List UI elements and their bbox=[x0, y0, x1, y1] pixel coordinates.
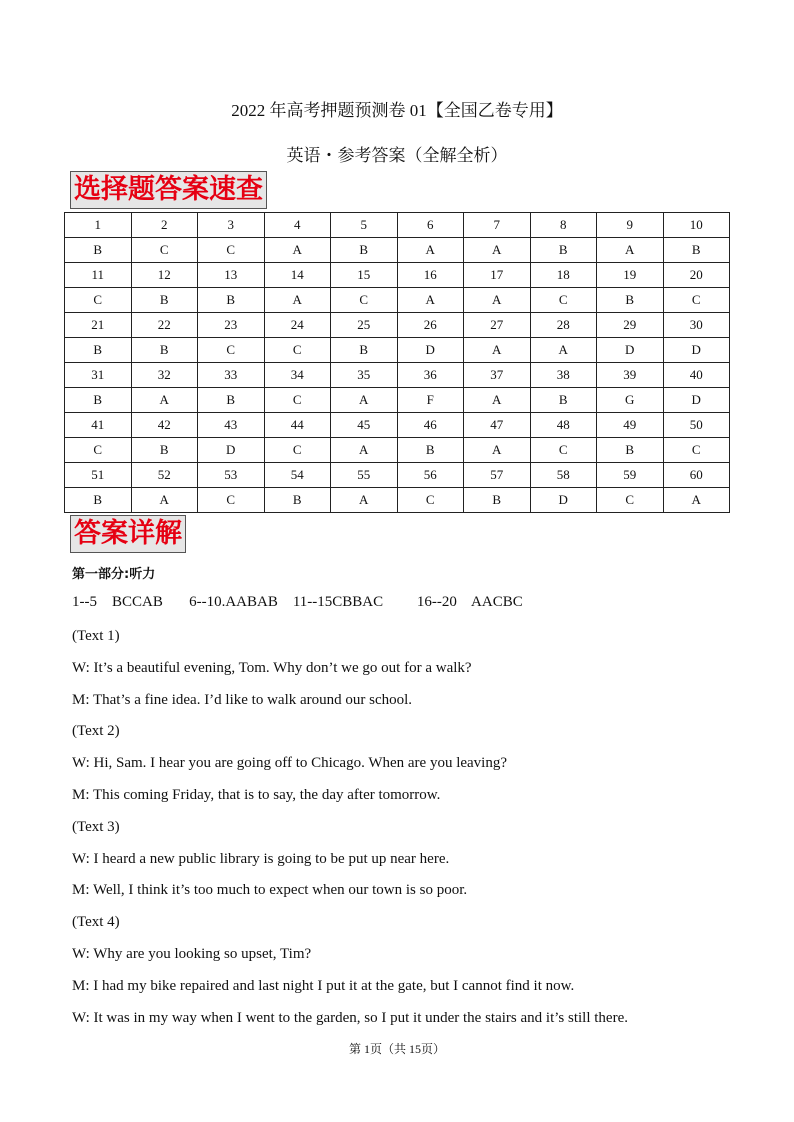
transcript-line: (Text 2) bbox=[72, 723, 120, 740]
answer-row bbox=[65, 388, 730, 413]
answer-cell: B bbox=[198, 288, 265, 313]
question-number-cell: 55 bbox=[331, 463, 398, 488]
answer-cell: B bbox=[198, 388, 265, 413]
answer-cell: C bbox=[264, 338, 331, 363]
answer-cell: A bbox=[464, 288, 531, 313]
question-number-cell: 56 bbox=[397, 463, 464, 488]
answer-cell: B bbox=[264, 488, 331, 513]
question-number-cell: 57 bbox=[464, 463, 531, 488]
answer-cell: B bbox=[331, 238, 398, 263]
transcript-line: (Text 4) bbox=[72, 914, 120, 931]
question-number-cell: 43 bbox=[198, 413, 265, 438]
answer-cell: G bbox=[597, 388, 664, 413]
question-number-cell: 37 bbox=[464, 363, 531, 388]
question-number-cell: 50 bbox=[663, 413, 730, 438]
question-number-cell: 4 bbox=[264, 213, 331, 238]
answer-cell: A bbox=[331, 438, 398, 463]
question-number-cell: 25 bbox=[331, 313, 398, 338]
question-number-cell: 42 bbox=[131, 413, 198, 438]
question-number-cell: 45 bbox=[331, 413, 398, 438]
question-number-cell: 36 bbox=[397, 363, 464, 388]
question-number-cell: 22 bbox=[131, 313, 198, 338]
question-number-cell: 26 bbox=[397, 313, 464, 338]
answer-cell: A bbox=[264, 288, 331, 313]
answer-cell: D bbox=[397, 338, 464, 363]
answer-cell: F bbox=[397, 388, 464, 413]
question-number-cell: 40 bbox=[663, 363, 730, 388]
question-number-row bbox=[65, 463, 730, 488]
question-number-cell: 29 bbox=[597, 313, 664, 338]
answer-cell: B bbox=[597, 438, 664, 463]
answer-cell: B bbox=[65, 488, 132, 513]
transcript-line: (Text 3) bbox=[72, 818, 120, 835]
answer-cell: A bbox=[397, 238, 464, 263]
question-number-cell: 58 bbox=[530, 463, 597, 488]
question-number-cell: 21 bbox=[65, 313, 132, 338]
answer-cell: C bbox=[65, 438, 132, 463]
question-number-cell: 18 bbox=[530, 263, 597, 288]
question-number-row bbox=[65, 413, 730, 438]
answer-cell: C bbox=[198, 238, 265, 263]
transcript-line: M: That’s a fine idea. I’d like to walk around our school. bbox=[72, 691, 413, 708]
answer-cell: B bbox=[65, 338, 132, 363]
answer-cell: B bbox=[65, 388, 132, 413]
question-number-cell: 59 bbox=[597, 463, 664, 488]
answer-cell: D bbox=[597, 338, 664, 363]
question-number-cell: 19 bbox=[597, 263, 664, 288]
answer-cell: A bbox=[264, 238, 331, 263]
transcript-line: M: Well, I think it’s too much to expect when our town is so poor. bbox=[72, 882, 468, 899]
question-number-cell: 14 bbox=[264, 263, 331, 288]
answer-row bbox=[65, 338, 730, 363]
question-number-cell: 34 bbox=[264, 363, 331, 388]
question-number-cell: 49 bbox=[597, 413, 664, 438]
answer-cell: C bbox=[663, 288, 730, 313]
answer-row bbox=[65, 438, 730, 463]
transcript-line: W: I heard a new public library is going to be put up near here. bbox=[72, 850, 450, 867]
answer-cell: C bbox=[198, 488, 265, 513]
answer-cell: A bbox=[397, 288, 464, 313]
transcript-line: W: It was in my way when I went to the garden, so I put it under the stairs and it’s still there. bbox=[72, 1009, 628, 1026]
answer-cell: C bbox=[597, 488, 664, 513]
answer-cell: C bbox=[198, 338, 265, 363]
transcript-line: M: I had my bike repaired and last night I put it at the gate, but I cannot find it now. bbox=[72, 977, 575, 994]
question-number-cell: 23 bbox=[198, 313, 265, 338]
answer-row bbox=[65, 238, 730, 263]
question-number-cell: 30 bbox=[663, 313, 730, 338]
answer-cell: C bbox=[264, 388, 331, 413]
question-number-cell: 47 bbox=[464, 413, 531, 438]
question-number-cell: 5 bbox=[331, 213, 398, 238]
question-number-cell: 39 bbox=[597, 363, 664, 388]
question-number-cell: 1 bbox=[65, 213, 132, 238]
question-number-cell: 13 bbox=[198, 263, 265, 288]
answer-row bbox=[65, 488, 730, 513]
answer-cell: A bbox=[663, 488, 730, 513]
question-number-cell: 11 bbox=[65, 263, 132, 288]
answer-cell: A bbox=[464, 338, 531, 363]
transcript-line: W: Why are you looking so upset, Tim? bbox=[72, 945, 312, 962]
answer-table bbox=[64, 212, 730, 513]
answer-cell: C bbox=[530, 288, 597, 313]
answer-cell: D bbox=[663, 338, 730, 363]
answer-cell: C bbox=[264, 438, 331, 463]
question-number-cell: 53 bbox=[198, 463, 265, 488]
answer-cell: D bbox=[663, 388, 730, 413]
quick-answers-label: 选择题答案速查 bbox=[70, 171, 267, 209]
transcript-line: M: This coming Friday, that is to say, the day after tomorrow. bbox=[72, 786, 441, 803]
question-number-cell: 28 bbox=[530, 313, 597, 338]
answer-cell: B bbox=[464, 488, 531, 513]
question-number-cell: 46 bbox=[397, 413, 464, 438]
answer-cell: C bbox=[131, 238, 198, 263]
question-number-cell: 10 bbox=[663, 213, 730, 238]
question-number-cell: 20 bbox=[663, 263, 730, 288]
answer-cell: B bbox=[397, 438, 464, 463]
answer-cell: B bbox=[530, 238, 597, 263]
question-number-row bbox=[65, 363, 730, 388]
question-number-row bbox=[65, 313, 730, 338]
question-number-cell: 54 bbox=[264, 463, 331, 488]
document-title: 2022 年高考押题预测卷 01【全国乙卷专用】 bbox=[231, 101, 563, 120]
answer-cell: A bbox=[530, 338, 597, 363]
answer-cell: D bbox=[530, 488, 597, 513]
answer-cell: A bbox=[464, 438, 531, 463]
answer-cell: B bbox=[131, 338, 198, 363]
question-number-cell: 3 bbox=[198, 213, 265, 238]
transcript-line: W: Hi, Sam. I hear you are going off to Chicago. When are you leaving? bbox=[72, 755, 508, 772]
listening-answer-summary: 1--5 BCCAB 6--10.AABAB 11--15CBBAC 16--20 AACBC bbox=[72, 594, 523, 610]
answer-cell: B bbox=[331, 338, 398, 363]
question-number-cell: 32 bbox=[131, 363, 198, 388]
question-number-cell: 24 bbox=[264, 313, 331, 338]
question-number-cell: 33 bbox=[198, 363, 265, 388]
answer-cell: B bbox=[65, 238, 132, 263]
answer-cell: A bbox=[331, 488, 398, 513]
answer-cell: A bbox=[131, 488, 198, 513]
answer-cell: B bbox=[131, 438, 198, 463]
question-number-cell: 16 bbox=[397, 263, 464, 288]
detail-label: 答案详解 bbox=[70, 515, 186, 553]
section-heading: 第一部分:听力 bbox=[72, 567, 156, 582]
question-number-cell: 2 bbox=[131, 213, 198, 238]
question-number-cell: 52 bbox=[131, 463, 198, 488]
answer-cell: D bbox=[198, 438, 265, 463]
question-number-cell: 51 bbox=[65, 463, 132, 488]
question-number-cell: 35 bbox=[331, 363, 398, 388]
answer-cell: A bbox=[464, 388, 531, 413]
document-subtitle: 英语・参考答案（全解全析） bbox=[286, 146, 508, 165]
question-number-cell: 48 bbox=[530, 413, 597, 438]
answer-cell: C bbox=[663, 438, 730, 463]
question-number-cell: 15 bbox=[331, 263, 398, 288]
answer-cell: A bbox=[464, 238, 531, 263]
answer-cell: B bbox=[131, 288, 198, 313]
question-number-cell: 38 bbox=[530, 363, 597, 388]
question-number-cell: 9 bbox=[597, 213, 664, 238]
answer-cell: C bbox=[397, 488, 464, 513]
answer-cell: A bbox=[131, 388, 198, 413]
page-footer: 第 1页（共 15页） bbox=[348, 1042, 445, 1056]
transcript-line: (Text 1) bbox=[72, 628, 120, 644]
question-number-cell: 60 bbox=[663, 463, 730, 488]
question-number-cell: 41 bbox=[65, 413, 132, 438]
question-number-cell: 8 bbox=[530, 213, 597, 238]
answer-cell: C bbox=[65, 288, 132, 313]
question-number-cell: 31 bbox=[65, 363, 132, 388]
answer-row bbox=[65, 288, 730, 313]
answer-cell: A bbox=[597, 238, 664, 263]
question-number-cell: 44 bbox=[264, 413, 331, 438]
answer-cell: A bbox=[331, 388, 398, 413]
question-number-row bbox=[65, 213, 730, 238]
question-number-cell: 12 bbox=[131, 263, 198, 288]
transcript-line: W: It’s a beautiful evening, Tom. Why don’t we go out for a walk? bbox=[72, 659, 472, 676]
answer-cell: C bbox=[530, 438, 597, 463]
question-number-cell: 6 bbox=[397, 213, 464, 238]
question-number-row bbox=[65, 263, 730, 288]
answer-cell: B bbox=[530, 388, 597, 413]
question-number-cell: 27 bbox=[464, 313, 531, 338]
answer-cell: B bbox=[597, 288, 664, 313]
answer-cell: C bbox=[331, 288, 398, 313]
question-number-cell: 7 bbox=[464, 213, 531, 238]
listening-transcript bbox=[72, 626, 752, 1039]
question-number-cell: 17 bbox=[464, 263, 531, 288]
answer-cell: B bbox=[663, 238, 730, 263]
